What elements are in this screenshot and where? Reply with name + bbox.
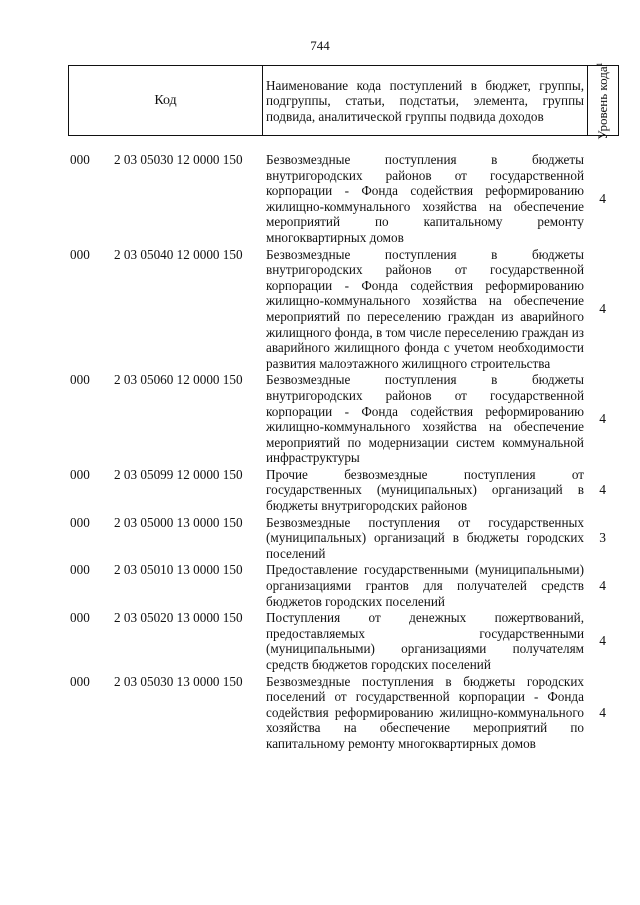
- row-code-cell: [68, 562, 261, 609]
- row-admin-code: 000: [70, 466, 90, 482]
- table-row: [68, 610, 613, 672]
- table-row: [68, 562, 613, 609]
- table-row: [68, 152, 613, 246]
- header-level-label: Уровень кода: [595, 65, 611, 140]
- row-admin-code: 000: [70, 372, 90, 388]
- table-row: [68, 247, 613, 372]
- row-level: 4: [599, 577, 606, 593]
- row-admin-code: 000: [70, 562, 90, 578]
- row-level: 4: [599, 704, 606, 720]
- row-revenue-code: 2 03 05020 13 0000 150: [114, 610, 243, 626]
- row-level: 4: [599, 300, 606, 316]
- row-name: Предоставление государственными (муниципальными) организациями грантов для получателей средств бюджетов городских поселений: [266, 562, 584, 609]
- row-code-cell: [68, 467, 261, 514]
- row-name: Безвозмездные поступления в бюджеты городских поселений от государственной корпорации - Фонда содействия реформированию жилищно-коммунального хозяйства на обеспечение мероприятий по капитальному ремонту многоквартирных домов: [266, 673, 584, 751]
- row-code-cell: [68, 152, 261, 246]
- table-body: [68, 152, 613, 753]
- table-row: [68, 515, 613, 562]
- row-admin-code: 000: [70, 514, 90, 530]
- header-level-text: [595, 62, 611, 139]
- row-revenue-code: 2 03 05060 12 0000 150: [114, 372, 243, 388]
- row-code-cell: [68, 515, 261, 562]
- table-row: [68, 674, 613, 752]
- row-code-cell: [68, 247, 261, 372]
- row-code-cell: [68, 372, 261, 466]
- row-level: 4: [599, 190, 606, 206]
- row-revenue-code: 2 03 05010 13 0000 150: [114, 562, 243, 578]
- row-name: Безвозмездные поступления от государственных (муниципальных) организаций в бюджеты городских поселений: [266, 514, 584, 561]
- row-name: Безвозмездные поступления в бюджеты внутригородских районов от государственной корпорации - Фонда содействия реформированию жилищно-коммунального хозяйства на обеспечение мероприятий по капитальному ремонту многоквартирных домов: [266, 152, 584, 245]
- table-header: [68, 61, 619, 140]
- row-admin-code: 000: [70, 152, 90, 167]
- row-admin-code: 000: [70, 246, 90, 262]
- row-level: 4: [599, 633, 606, 649]
- row-name: Безвозмездные поступления в бюджеты внутригородских районов от государственной корпорации - Фонда содействия реформированию жилищно-коммунального хозяйства на обеспечение мероприятий по переселению граждан из аварийного жилищного фонда, в том числе переселению граждан из аварийного жилищного фонда с учетом необходимости развития малоэтажного жилищного строительства: [266, 246, 584, 371]
- row-revenue-code: 2 03 05000 13 0000 150: [114, 514, 243, 530]
- row-admin-code: 000: [70, 610, 90, 626]
- row-revenue-code: 2 03 05040 12 0000 150: [114, 246, 243, 262]
- header-level: [588, 61, 619, 140]
- row-name: Прочие безвозмездные поступления от государственных (муниципальных) организаций в бюджеты внутригородских районов: [266, 466, 584, 514]
- row-revenue-code: 2 03 05030 12 0000 150: [114, 152, 243, 167]
- header-level-footnote: 1: [594, 61, 604, 66]
- header-name: Наименование кода поступлений в бюджет, группы, подгруппы, статьи, подстатьи, элемента, группы подвида, аналитической группы подвида доходов: [263, 66, 588, 136]
- row-name: Поступления от денежных пожертвований, предоставляемых государственными (муниципальными) организациями получателям средств бюджетов городских поселений: [266, 610, 584, 672]
- row-admin-code: 000: [70, 673, 90, 689]
- row-level: 3: [599, 530, 606, 546]
- row-level: 4: [599, 411, 606, 427]
- page-number: 744: [310, 38, 330, 53]
- row-level: 4: [599, 482, 606, 498]
- row-code-cell: [68, 674, 261, 752]
- row-revenue-code: 2 03 05030 13 0000 150: [114, 673, 243, 689]
- row-code-cell: [68, 610, 261, 672]
- table-row: [68, 372, 613, 466]
- table-row: [68, 467, 613, 514]
- header-code: Код: [69, 66, 263, 136]
- row-revenue-code: 2 03 05099 12 0000 150: [114, 466, 243, 482]
- row-name: Безвозмездные поступления в бюджеты внутригородских районов от государственной корпорации - Фонда содействия реформированию жилищно-коммунального хозяйства на обеспечение мероприятий по модернизации систем коммунальной инфраструктуры: [266, 372, 584, 466]
